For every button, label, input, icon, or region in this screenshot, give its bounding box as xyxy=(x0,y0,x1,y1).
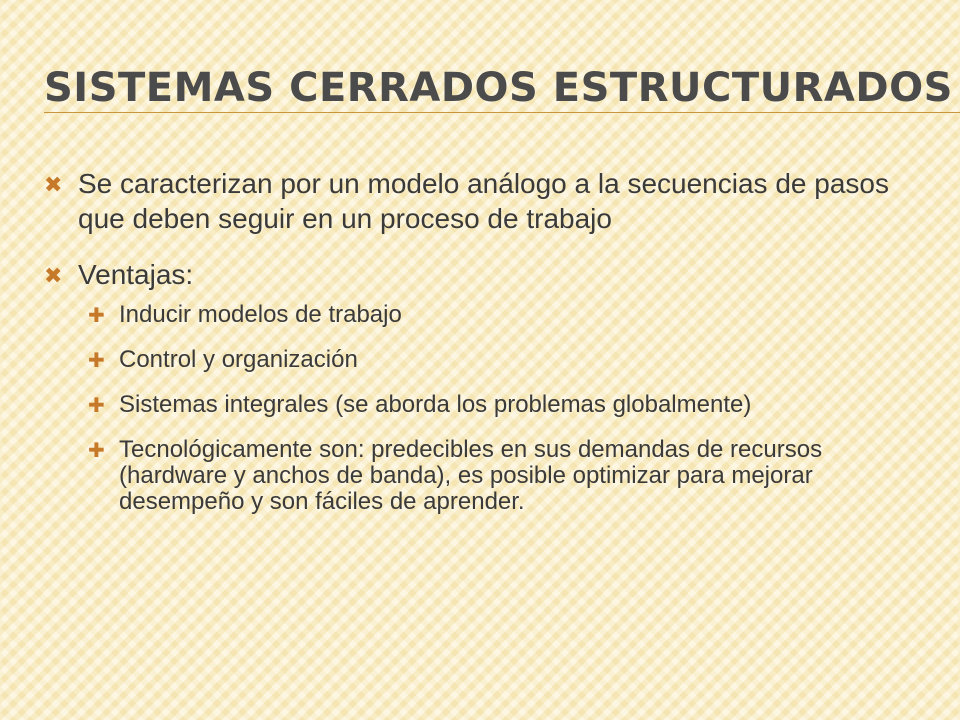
bullet-item xyxy=(44,166,924,236)
sub-bullet-item xyxy=(73,302,924,328)
plus-bullet-icon: ✚ xyxy=(88,350,105,372)
x-bullet-icon: ✖ xyxy=(44,172,63,197)
sub-bullet-list xyxy=(44,302,924,515)
sub-bullet-item xyxy=(73,347,924,373)
sub-bullet-text: Control y organización xyxy=(119,346,358,373)
x-bullet-icon: ✖ xyxy=(44,263,63,288)
sub-bullet-text: Inducir modelos de trabajo xyxy=(119,301,402,328)
bullet-item xyxy=(44,257,924,292)
title-divider xyxy=(44,112,960,113)
slide-title: SISTEMAS CERRADOS ESTRUCTURADOS xyxy=(44,65,953,111)
sub-bullet-item xyxy=(73,437,924,515)
bullet-text: Se caracterizan por un modelo análogo a la secuencias de pasos que deben seguir en un proceso de trabajo xyxy=(78,168,889,234)
plus-bullet-icon: ✚ xyxy=(88,395,105,417)
sub-bullet-item xyxy=(73,392,924,418)
plus-bullet-icon: ✚ xyxy=(88,440,105,462)
bullet-text: Ventajas: xyxy=(78,259,194,290)
sub-bullet-text: Tecnológicamente son: predecibles en sus demandas de recursos (hardware y anchos de banda), es posible optimizar para mejorar desempeño y son fáciles de aprender. xyxy=(119,436,823,515)
slide-content xyxy=(44,166,924,534)
sub-bullet-text: Sistemas integrales (se aborda los problemas globalmente) xyxy=(119,391,752,418)
plus-bullet-icon: ✚ xyxy=(88,305,105,327)
